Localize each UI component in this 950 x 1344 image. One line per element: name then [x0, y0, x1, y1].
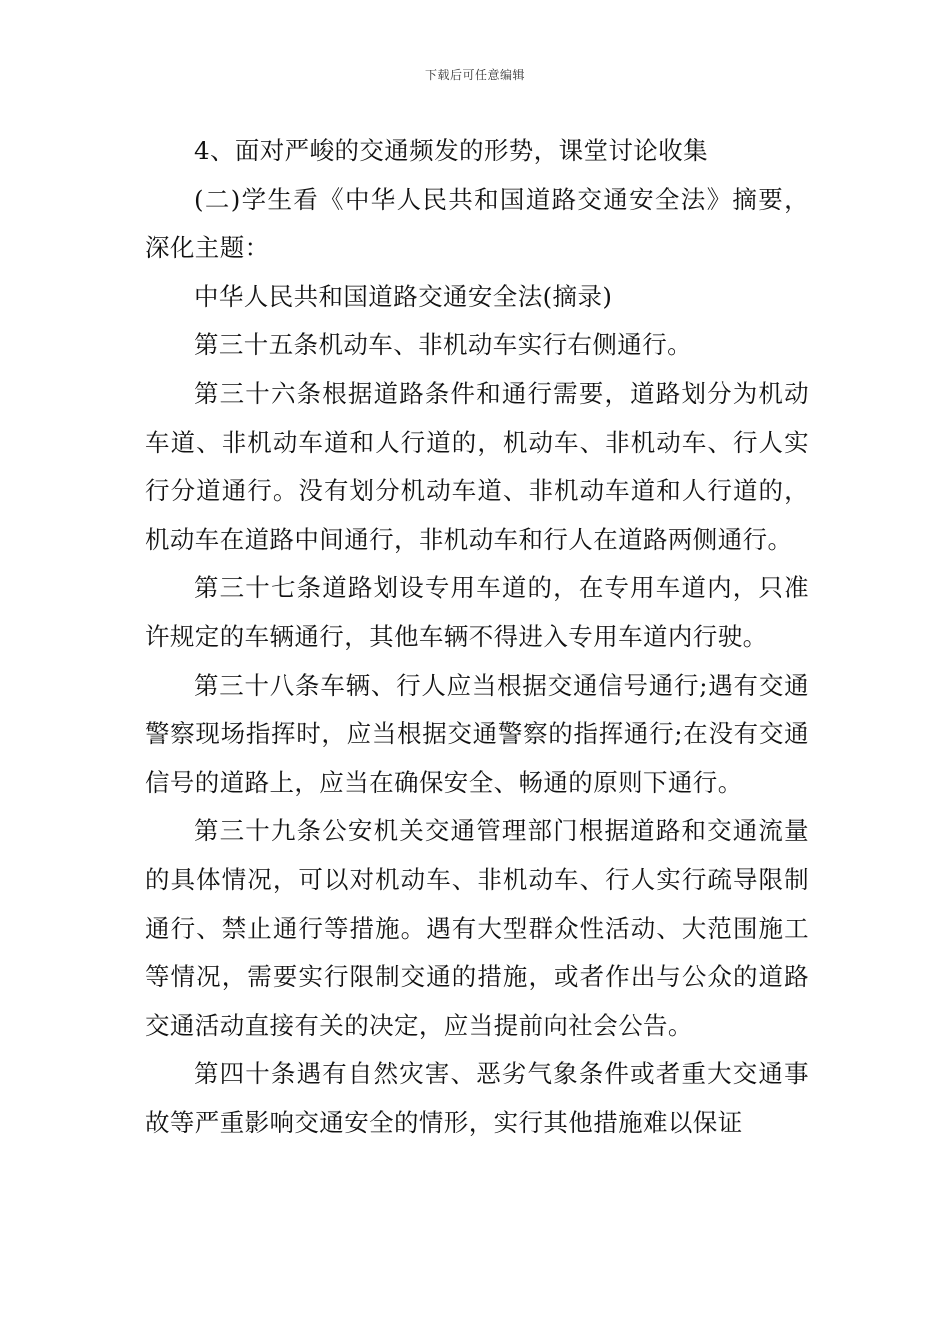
- document-body: [145, 127, 809, 1147]
- paragraph-2: (二)学生看《中华人民共和国道路交通安全法》摘要，深化主题：: [145, 184, 809, 263]
- paragraph-4: 第三十五条机动车、非机动车实行右侧通行。: [194, 330, 692, 360]
- paragraph-1: 4、面对严峻的交通频发的形势，课堂讨论收集: [194, 136, 708, 165]
- paragraph-3: 中华人民共和国道路交通安全法(摘录): [194, 281, 613, 311]
- paragraph-6: 第三十七条道路划设专用车道的，在专用车道内，只准许规定的车辆通行，其他车辆不得进入专用车道内行驶。: [145, 573, 809, 651]
- paragraph-8: 第三十九条公安机关交通管理部门根据道路和交通流量的具体情况，可以对机动车、非机动车、行人实行疏导限制通行、禁止通行等措施。遇有大型群众性活动、大范围施工等情况，需要实行限制交通的措施，或者作出与公众的道路交通活动直接有关的决定，应当提前向社会公告。: [145, 816, 809, 1040]
- header-note: 下载后可任意编辑: [424, 68, 525, 82]
- paragraph-7: 第三十八条车辆、行人应当根据交通信号通行;遇有交通警察现场指挥时，应当根据交通警察的指挥通行;在没有交通信号的道路上，应当在确保安全、畅通的原则下通行。: [145, 670, 809, 797]
- paragraph-5: 第三十六条根据道路条件和通行需要，道路划分为机动车道、非机动车道和人行道的，机动车、非机动车、行人实行分道通行。没有划分机动车道、非机动车道和人行道的，机动车在道路中间通行，非机动车和行人在道路两侧通行。: [145, 378, 809, 554]
- paragraph-9: 第四十条遇有自然灾害、恶劣气象条件或者重大交通事故等严重影响交通安全的情形，实行其他措施难以保证: [145, 1059, 809, 1137]
